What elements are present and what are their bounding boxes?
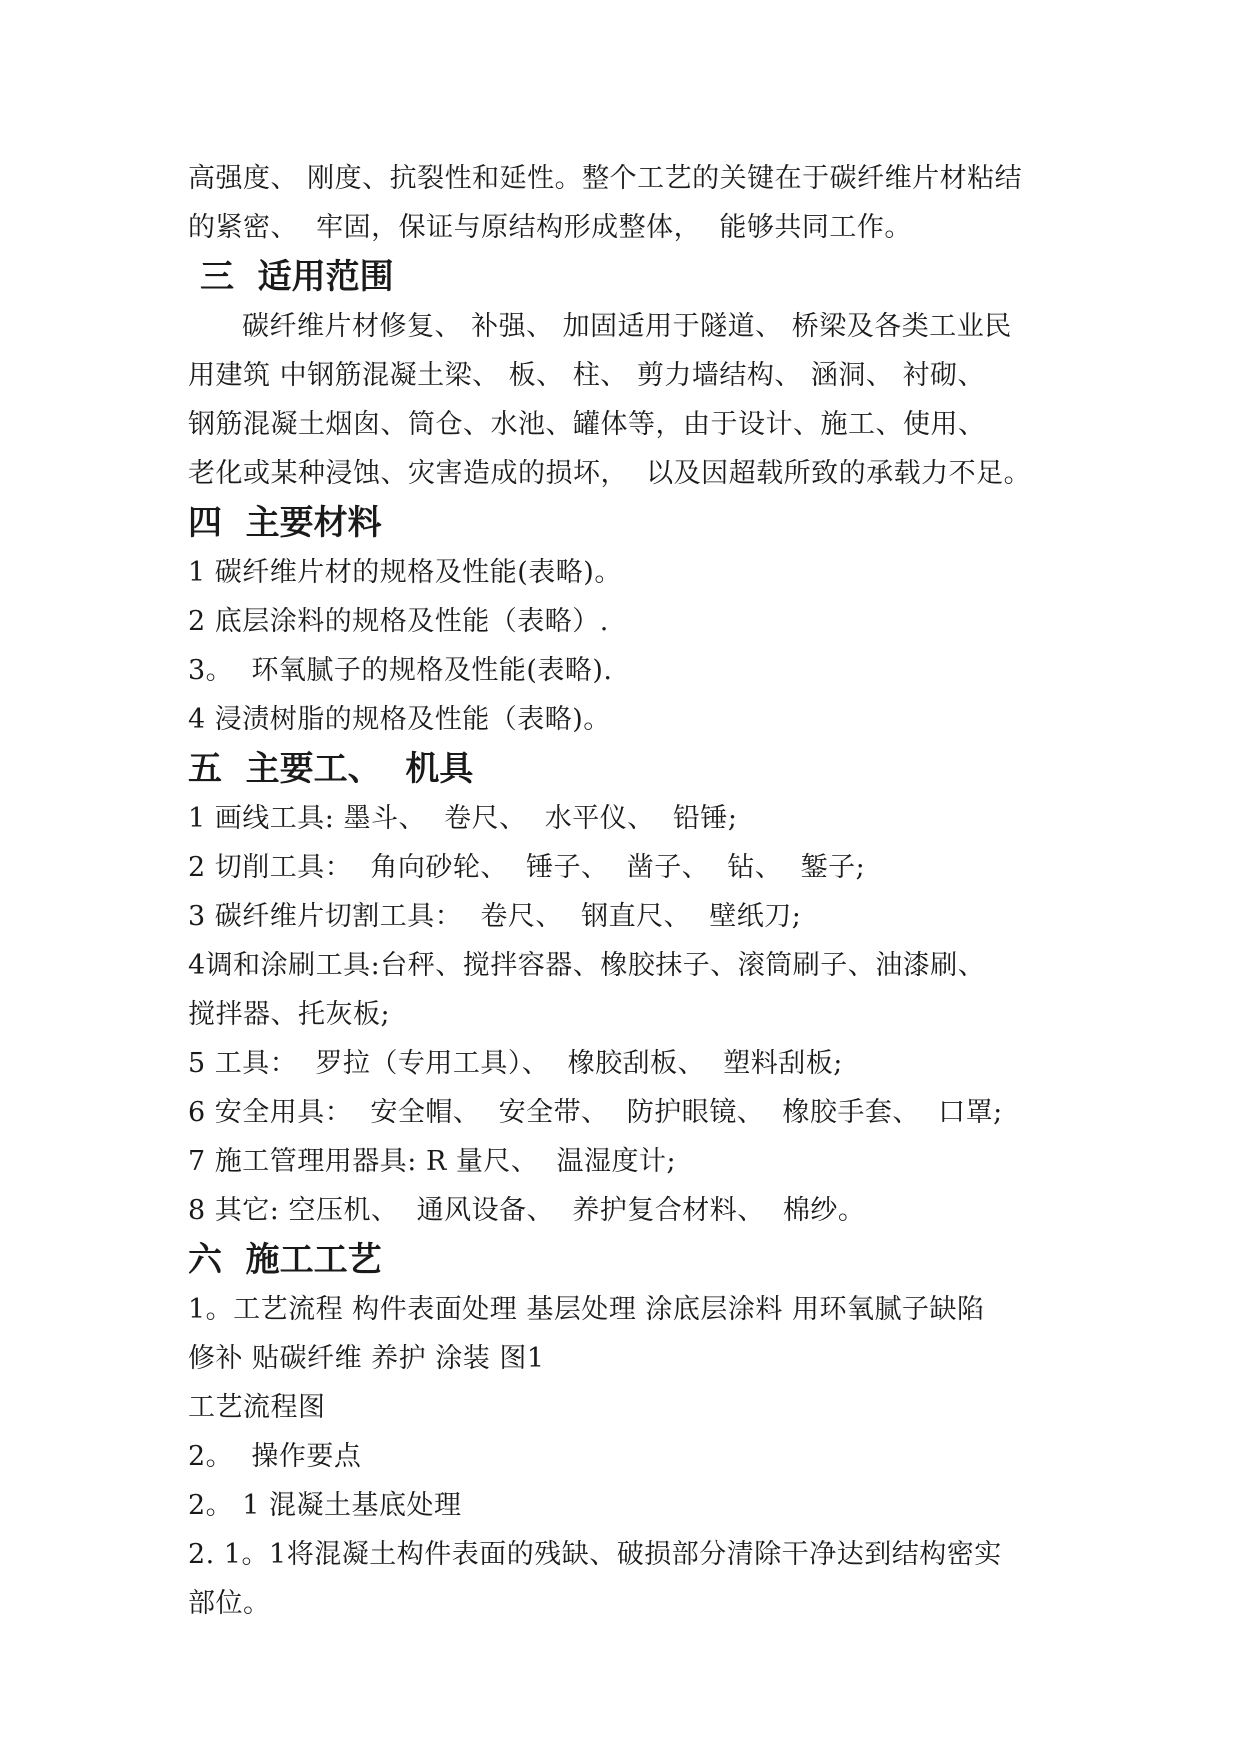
- section-heading-materials: 四 主要材料: [188, 503, 382, 543]
- section-heading-process: 六 施工工艺: [188, 1240, 382, 1280]
- list-item: 修补 贴碳纤维 养护 涂装 图1: [188, 1343, 545, 1374]
- list-item: 3 碳纤维片切割工具： 卷尺、 钢直尺、 壁纸刀;: [188, 901, 802, 932]
- list-item: 8 其它: 空压机、 通风设备、 养护复合材料、 棉纱。: [188, 1195, 866, 1226]
- list-item: 搅拌器、托灰板;: [188, 999, 391, 1030]
- list-item: 工艺流程图: [188, 1392, 326, 1423]
- list-item: 4调和涂刷工具:台秤、搅拌容器、橡胶抹子、滚筒刷子、油漆刷、: [188, 950, 986, 981]
- list-item: 5 工具： 罗拉（专用工具）、 橡胶刮板、 塑料刮板;: [188, 1048, 843, 1079]
- paragraph-line: 钢筋混凝土烟囱、筒仓、水池、罐体等，由于设计、施工、使用、: [188, 409, 986, 440]
- list-item: 1。工艺流程 构件表面处理 基层处理 涂底层涂料 用环氧腻子缺陷: [188, 1294, 985, 1325]
- section-heading-scope: 三 适用范围: [200, 257, 394, 297]
- list-item: 1 画线工具: 墨斗、 卷尺、 水平仪、 铅锤;: [188, 803, 738, 834]
- list-item: 6 安全用具： 安全帽、 安全带、 防护眼镜、 橡胶手套、 口罩;: [188, 1097, 1003, 1128]
- section-heading-tools: 五 主要工、 机具: [188, 749, 474, 789]
- list-item: 2. 1。1将混凝土构件表面的残缺、破损部分清除干净达到结构密实: [188, 1539, 1002, 1570]
- list-item: 部位。: [188, 1588, 271, 1619]
- list-item: 3。 环氧腻子的规格及性能(表略).: [188, 655, 613, 686]
- document-page: [188, 154, 1058, 1628]
- intro-line: 的紧密、 牢固，保证与原结构形成整体， 能够共同工作。: [188, 212, 912, 243]
- list-item: 2。 操作要点: [188, 1441, 362, 1472]
- list-item: 7 施工管理用器具: R 量尺、 温湿度计;: [188, 1146, 677, 1177]
- paragraph-line: 用建筑 中钢筋混凝土梁、 板、 柱、 剪力墙结构、 涵洞、 衬砌、: [188, 360, 985, 391]
- list-item: 2 底层涂料的规格及性能（表略）.: [188, 606, 609, 637]
- list-item: 2。 1 混凝土基底处理: [188, 1490, 462, 1521]
- paragraph-line: 老化或某种浸蚀、灾害造成的损坏， 以及因超载所致的承载力不足。: [188, 458, 1032, 489]
- paragraph-line: 碳纤维片材修复、 补强、 加固适用于隧道、 桥梁及各类工业民: [242, 311, 1012, 342]
- list-item: 1 碳纤维片材的规格及性能(表略)。: [188, 557, 622, 588]
- list-item: 2 切削工具： 角向砂轮、 锤子、 凿子、 钻、 錾子;: [188, 852, 866, 883]
- list-item: 4 浸渍树脂的规格及性能（表略)。: [188, 704, 611, 735]
- intro-line: 高强度、 刚度、抗裂性和延性。整个工艺的关键在于碳纤维片材粘结: [188, 163, 1023, 194]
